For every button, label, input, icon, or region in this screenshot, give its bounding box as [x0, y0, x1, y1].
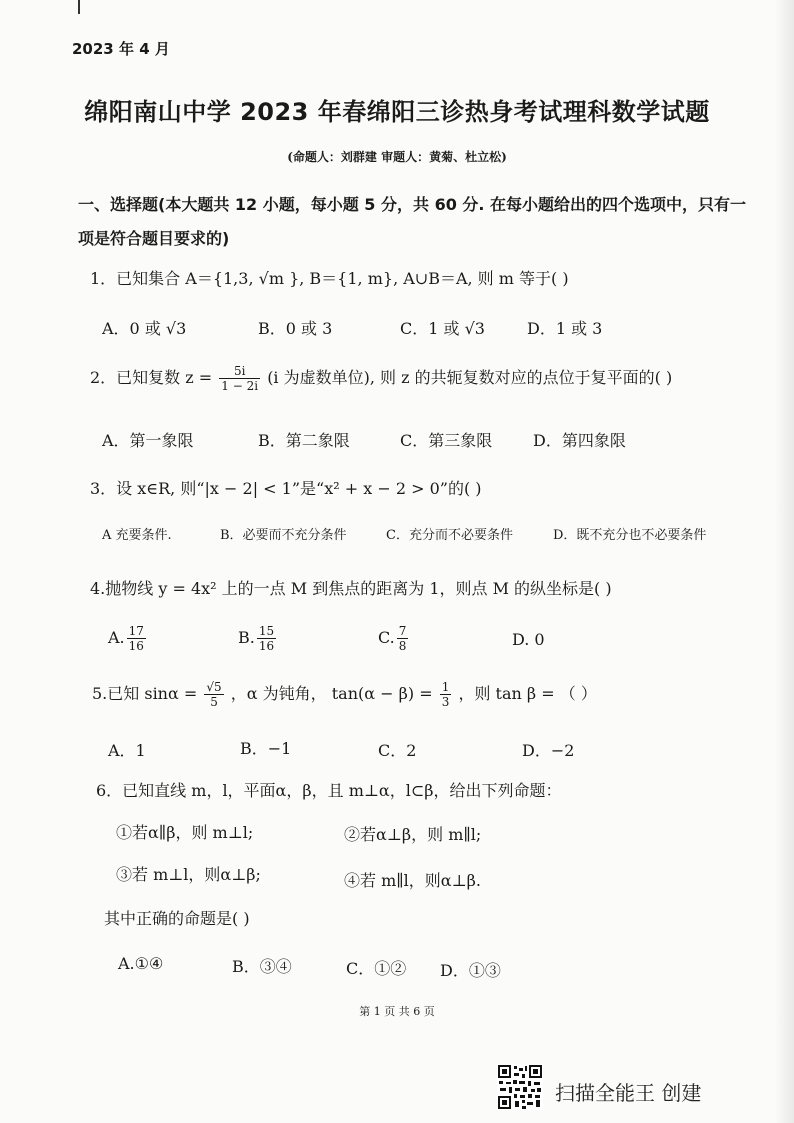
q4-a-fraction	[127, 624, 146, 653]
page-title: 绵阳南山中学 2023 年春绵阳三诊热身考试理科数学试题	[84, 98, 710, 126]
q4-a-num: 17	[128, 624, 144, 638]
q5-option-a: A．1	[108, 741, 146, 760]
q2-fraction	[219, 364, 260, 393]
q6-option-c: C．①②	[346, 959, 407, 978]
q4-b-fraction	[257, 624, 276, 653]
scan-edge-mark	[78, 0, 80, 14]
q6-proposition-1: ①若α∥β，则 m⊥l;	[116, 823, 254, 842]
q5-stem-post: ，则 tan β = （ ）	[458, 684, 597, 703]
q3-option-c: C．充分而不必要条件	[386, 528, 513, 543]
question-4-stem: 4.抛物线 y = 4x² 上的一点 M 到焦点的距离为 1，则点 M 的纵坐标是( )	[90, 579, 612, 598]
q1-option-b: B．0 或 3	[258, 319, 333, 338]
q6-option-b: B．③④	[232, 957, 292, 976]
question-3-stem: 3．设 x∈R, 则“|x − 2| < 1”是“x² + x − 2 > 0”的( )	[90, 479, 482, 498]
question-6-stem: 6．已知直线 m，l，平面α，β，且 m⊥α，l⊂β，给出下列命题：	[96, 781, 562, 800]
q4-c-label: C.	[378, 628, 395, 647]
q4-a-den: 16	[128, 639, 144, 653]
q6-proposition-2: ②若α⊥β，则 m∥l;	[344, 825, 482, 844]
q4-c-den: 8	[398, 639, 407, 653]
q5-option-b: B．−1	[240, 739, 292, 758]
q2-frac-num: 5i	[219, 364, 260, 379]
q6-ask: 其中正确的命题是( )	[104, 909, 250, 928]
qr-code-icon	[497, 1064, 543, 1110]
q4-option-c	[378, 624, 410, 653]
q4-b-label: B.	[238, 628, 255, 647]
q6-option-a: A.①④	[118, 954, 164, 973]
q4-option-b	[238, 624, 278, 653]
q1-option-d: D．1 或 3	[527, 319, 603, 338]
q4-b-den: 16	[258, 639, 275, 653]
q3-option-d: D．既不充分也不必要条件	[553, 528, 707, 543]
scanner-watermark: 扫描全能王 创建	[555, 1081, 702, 1105]
q6-proposition-4: ④若 m∥l，则α⊥β.	[344, 871, 481, 890]
q5-option-c: C．2	[378, 741, 417, 760]
q4-c-num: 7	[398, 624, 407, 638]
q4-a-label: A.	[108, 628, 125, 647]
question-1-stem: 1．已知集合 A＝{1,3, √m }, B＝{1, m}, A∪B＝A, 则 m 等于( )	[90, 269, 569, 288]
exam-authors: (命题人：刘群建 审题人：黄菊、杜立松)	[287, 150, 507, 164]
q2-option-b: B．第二象限	[258, 431, 350, 450]
q5-fraction-1	[204, 680, 223, 709]
q2-option-d: D．第四象限	[533, 431, 626, 450]
q5-stem-pre: 5.已知 sinα =	[92, 684, 198, 703]
q5-fraction-2	[440, 680, 452, 709]
q6-proposition-3: ③若 m⊥l，则α⊥β;	[116, 865, 261, 884]
q2-stem-post: (i 为虚数单位), 则 z 的共轭复数对应的点位于复平面的( )	[267, 368, 673, 387]
q5-option-d: D．−2	[522, 741, 575, 760]
q1-option-c: C．1 或 √3	[400, 319, 485, 338]
q2-frac-den: 1 − 2i	[221, 379, 259, 393]
q3-option-b: B．必要而不充分条件	[220, 528, 347, 543]
q2-stem-pre: 2．已知复数 z =	[90, 368, 213, 387]
exam-date: 2023 年 4 月	[72, 40, 170, 58]
q5-frac1-num: √5	[206, 680, 222, 694]
question-5-stem	[92, 680, 597, 709]
q1-option-a: A．0 或 √3	[102, 319, 187, 338]
q5-stem-mid: ，α 为钝角， tan(α − β) =	[230, 684, 433, 703]
q2-option-a: A．第一象限	[102, 431, 194, 450]
q3-option-a: A 充要条件.	[102, 528, 172, 543]
q6-option-d: D．①③	[440, 961, 501, 980]
page-footer: 第 1 页 共 6 页	[359, 1005, 435, 1018]
q4-c-fraction	[397, 624, 409, 653]
q5-frac2-num: 1	[441, 680, 450, 694]
q2-option-c: C．第三象限	[400, 431, 493, 450]
q5-frac1-den: 5	[210, 695, 218, 709]
scan-shadow	[774, 0, 794, 1123]
q4-option-d: D. 0	[512, 630, 545, 649]
question-2-stem	[90, 364, 672, 393]
q4-b-num: 15	[258, 624, 275, 638]
section-heading: 一、选择题(本大题共 12 小题，每小题 5 分，共 60 分. 在每小题给出的四个选项中，只有一项是符合题目要求的)	[78, 195, 747, 248]
q4-option-a	[108, 624, 148, 653]
q5-frac2-den: 3	[441, 695, 450, 709]
